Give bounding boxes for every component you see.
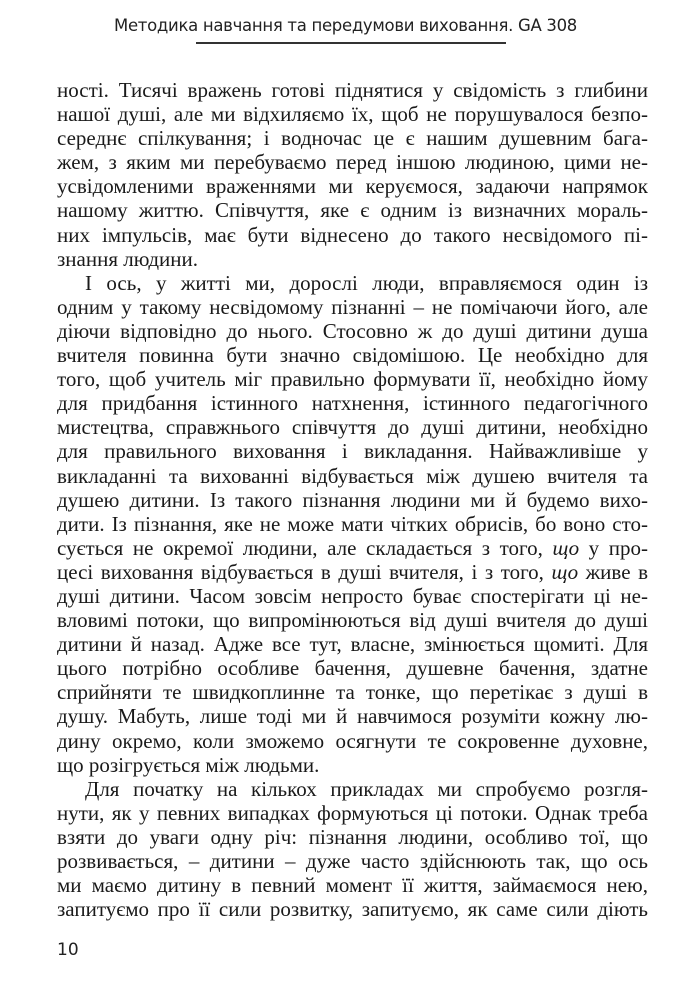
paragraph (57, 777, 648, 922)
text-line (57, 126, 648, 150)
text-line (57, 464, 648, 488)
text-line (57, 271, 648, 295)
text-segment: у про- (579, 535, 648, 560)
text-segment: жем, з яким ми перебуваємо перед іншою людиною, цими не- (57, 150, 648, 175)
text-line (57, 343, 648, 367)
text-segment: цесі виховання відбувається в душі вчителя, і з того, (57, 559, 552, 584)
text-segment: нути, як у певних випадках формуються ці потоки. Однак треба (57, 800, 648, 825)
text-line (57, 729, 648, 753)
text-line (57, 439, 648, 463)
text-line (57, 632, 648, 656)
text-line (57, 753, 648, 777)
text-line (57, 873, 648, 897)
text-segment: одним у такому несвідомому пізнанні – не помічаючи його, але (57, 294, 648, 319)
italic-emphasis: що (551, 559, 579, 584)
text-line (57, 223, 648, 247)
text-line (57, 560, 648, 584)
text-line (57, 825, 648, 849)
text-segment: взяти до уваги одну річ: пізнання людини, особливо тої, що (57, 824, 648, 849)
text-line (57, 777, 648, 801)
text-line (57, 150, 648, 174)
text-segment: дити. Із пізнання, яке не може мати чітких обрисів, бо воно сто- (57, 511, 648, 536)
text-line (57, 391, 648, 415)
text-segment: дину окремо, коли зможемо осягнути те сокровенне духовне, (57, 728, 648, 753)
text-segment: нашої душі, але ми відхиляємо їх, щоб не порушувалося безпо- (57, 102, 648, 127)
text-line (57, 608, 648, 632)
text-segment: душу. Мабуть, лише тоді ми й навчимося розуміти кожну лю- (57, 704, 648, 729)
text-line (57, 584, 648, 608)
text-segment: сується не окремої людини, але складається з того, (57, 535, 553, 560)
paragraph (57, 271, 648, 777)
text-segment: що розігрується між людьми. (57, 752, 320, 777)
text-line (57, 319, 648, 343)
text-segment: мистецтва, справжнього співчуття до душі дитини, необхідно (57, 415, 648, 440)
text-line (57, 897, 648, 921)
text-segment: для придбання істинного натхнення, істинного педагогічного (57, 391, 648, 416)
body-text (57, 78, 648, 921)
text-line (57, 78, 648, 102)
text-segment: них імпульсів, має бути віднесено до такого несвідомого пі- (57, 222, 648, 247)
text-line (57, 102, 648, 126)
text-segment: І ось, у житті ми, дорослі люди, вправляємося один із (85, 270, 648, 295)
text-segment: ності. Тисячі вражень готові піднятися у свідомість з глибини (57, 78, 648, 102)
header-rule (196, 42, 506, 44)
text-segment: душею дитини. Із такого пізнання людини ми й будемо вихо- (57, 487, 648, 512)
text-segment: душі дитини. Часом зовсім непросто буває спостерігати ці не- (57, 583, 648, 608)
text-line (57, 415, 648, 439)
text-line (57, 367, 648, 391)
text-segment: вловимі потоки, що випромінюються від душі вчителя до душі (57, 608, 648, 633)
text-segment: цього потрібно особливе бачення, душевне бачення, здатне (57, 656, 648, 681)
text-line (57, 656, 648, 680)
text-segment: діючи відповідно до нього. Стосовно ж до душі дитини душа (57, 318, 648, 343)
text-line (57, 536, 648, 560)
text-segment: Для початку на кількох прикладах ми спробуємо розгля- (85, 776, 648, 801)
text-line (57, 704, 648, 728)
text-segment: для правильного виховання і викладання. Найважливіше у (57, 439, 648, 464)
text-segment: вчителя повинна бути значно свідомішою. Це необхідно для (57, 343, 648, 368)
text-segment: середнє спілкування; і водночас це є нашим душевним бага- (57, 126, 648, 151)
text-line (57, 295, 648, 319)
page-number: 10 (57, 940, 79, 960)
text-line (57, 198, 648, 222)
text-line (57, 801, 648, 825)
text-segment: ми маємо дитину в певний момент її життя, займаємося нею, (57, 873, 648, 898)
text-line (57, 849, 648, 873)
text-line (57, 174, 648, 198)
running-header: Методика навчання та передумови виховання. GA 308 (114, 16, 577, 35)
text-line (57, 680, 648, 704)
text-segment: запитуємо про її сили розвитку, запитуємо, як саме сили діють (57, 897, 648, 922)
text-segment: живе в (578, 559, 648, 584)
text-segment: усвідомленими враженнями ми керуємося, задаючи напрямок (57, 174, 648, 199)
text-line (57, 247, 648, 271)
text-segment: нашому життю. Співчуття, яке є одним із визначних мораль- (57, 198, 648, 223)
text-segment: того, щоб учитель міг правильно формувати її, необхідно йому (57, 367, 648, 392)
text-segment: викладанні та вихованні відбувається між душею вчителя та (57, 463, 648, 488)
text-segment: сприйняти те швидкоплинне та тонке, що перетікає з душі в (57, 680, 648, 705)
text-line (57, 488, 648, 512)
text-segment: знання людини. (57, 246, 198, 271)
text-line (57, 512, 648, 536)
text-segment: дитини й назад. Адже все тут, власне, змінюється щомиті. Для (57, 632, 648, 657)
paragraph (57, 78, 648, 271)
italic-emphasis: що (552, 535, 580, 560)
text-segment: розвивається, – дитини – дуже часто здійснюють так, що ось (57, 849, 648, 873)
